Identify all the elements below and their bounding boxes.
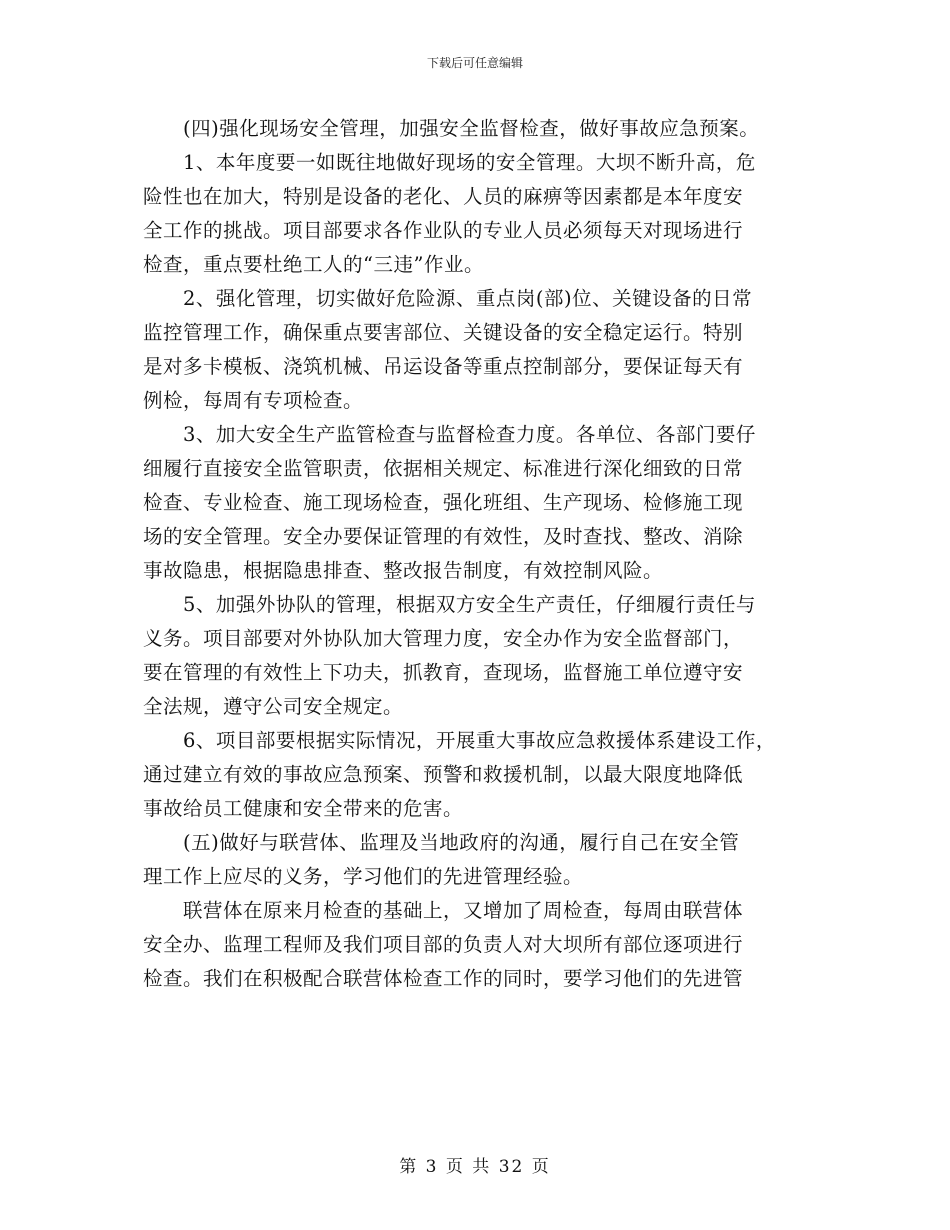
text-line: 全工作的挑战。项目部要求各作业队的专业人员必须每天对现场进行 — [143, 219, 744, 242]
text-line: 场的安全管理。安全办要保证管理的有效性，及时查找、整改、消除 — [143, 525, 744, 548]
document-body — [143, 112, 823, 996]
text-line: 联营体在原来月检查的基础上，又增加了周检查，每周由联营体 — [183, 899, 744, 922]
text-line: 监控管理工作，确保重点要害部位、关键设备的安全稳定运行。特别 — [143, 321, 744, 344]
paragraph-section-4-heading — [143, 112, 823, 146]
text-line: 事故隐患，根据隐患排查、整改报告制度，有效控制风险。 — [143, 559, 664, 582]
text-line: 例检，每周有专项检查。 — [143, 389, 364, 412]
text-line: 理工作上应尽的义务，学习他们的先进管理经验。 — [143, 865, 584, 888]
text-line: 3、加大安全生产监管检查与监督检查力度。各单位、各部门要仔 — [183, 423, 756, 446]
page-header: 下载后可任意编辑 — [426, 56, 523, 70]
text-line: 1、本年度要一如既往地做好现场的安全管理。大坝不断升高，危 — [183, 151, 756, 174]
text-line: 全法规，遵守公司安全规定。 — [143, 695, 404, 718]
paragraph-section-5-heading — [143, 826, 823, 894]
text-line: 5、加强外协队的管理，根据双方安全生产责任，仔细履行责任与 — [183, 593, 756, 616]
text-line: 检查。我们在积极配合联营体检查工作的同时，要学习他们的先进管 — [143, 967, 744, 990]
paragraph-item-5 — [143, 588, 823, 724]
text-line: 事故给员工健康和安全带来的危害。 — [143, 797, 464, 820]
text-line: 险性也在加大，特别是设备的老化、人员的麻痹等因素都是本年度安 — [143, 185, 744, 208]
text-line: 2、强化管理，切实做好危险源、重点岗(部)位、关键设备的日常 — [183, 287, 753, 310]
text-line: (五)做好与联营体、监理及当地政府的沟通，履行自己在安全管 — [183, 831, 740, 854]
paragraph-item-6 — [143, 724, 823, 826]
text-line: 是对多卡模板、浇筑机械、吊运设备等重点控制部分，要保证每天有 — [143, 355, 744, 378]
paragraph-item-1 — [143, 146, 823, 282]
paragraph-item-2 — [143, 282, 823, 418]
page-number-footer: 第 3 页 共 32 页 — [399, 1157, 551, 1177]
text-line: (四)强化现场安全管理，加强安全监督检查，做好事故应急预案。 — [183, 117, 760, 140]
text-line: 检查，重点要杜绝工人的“三违”作业。 — [143, 253, 484, 276]
paragraph-item-3 — [143, 418, 823, 588]
text-line: 通过建立有效的事故应急预案、预警和救援机制，以最大限度地降低 — [143, 763, 744, 786]
text-line: 检查、专业检查、施工现场检查，强化班组、生产现场、检修施工现 — [143, 491, 744, 514]
text-line: 要在管理的有效性上下功夫，抓教育，查现场，监督施工单位遵守安 — [143, 661, 744, 684]
text-line: 6、项目部要根据实际情况，开展重大事故应急救援体系建设工作， — [183, 729, 776, 752]
text-line: 安全办、监理工程师及我们项目部的负责人对大坝所有部位逐项进行 — [143, 933, 744, 956]
text-line: 义务。项目部要对外协队加大管理力度，安全办作为安全监督部门， — [143, 627, 744, 650]
text-line: 细履行直接安全监管职责，依据相关规定、标准进行深化细致的日常 — [143, 457, 744, 480]
paragraph-joint-venture — [143, 894, 823, 996]
